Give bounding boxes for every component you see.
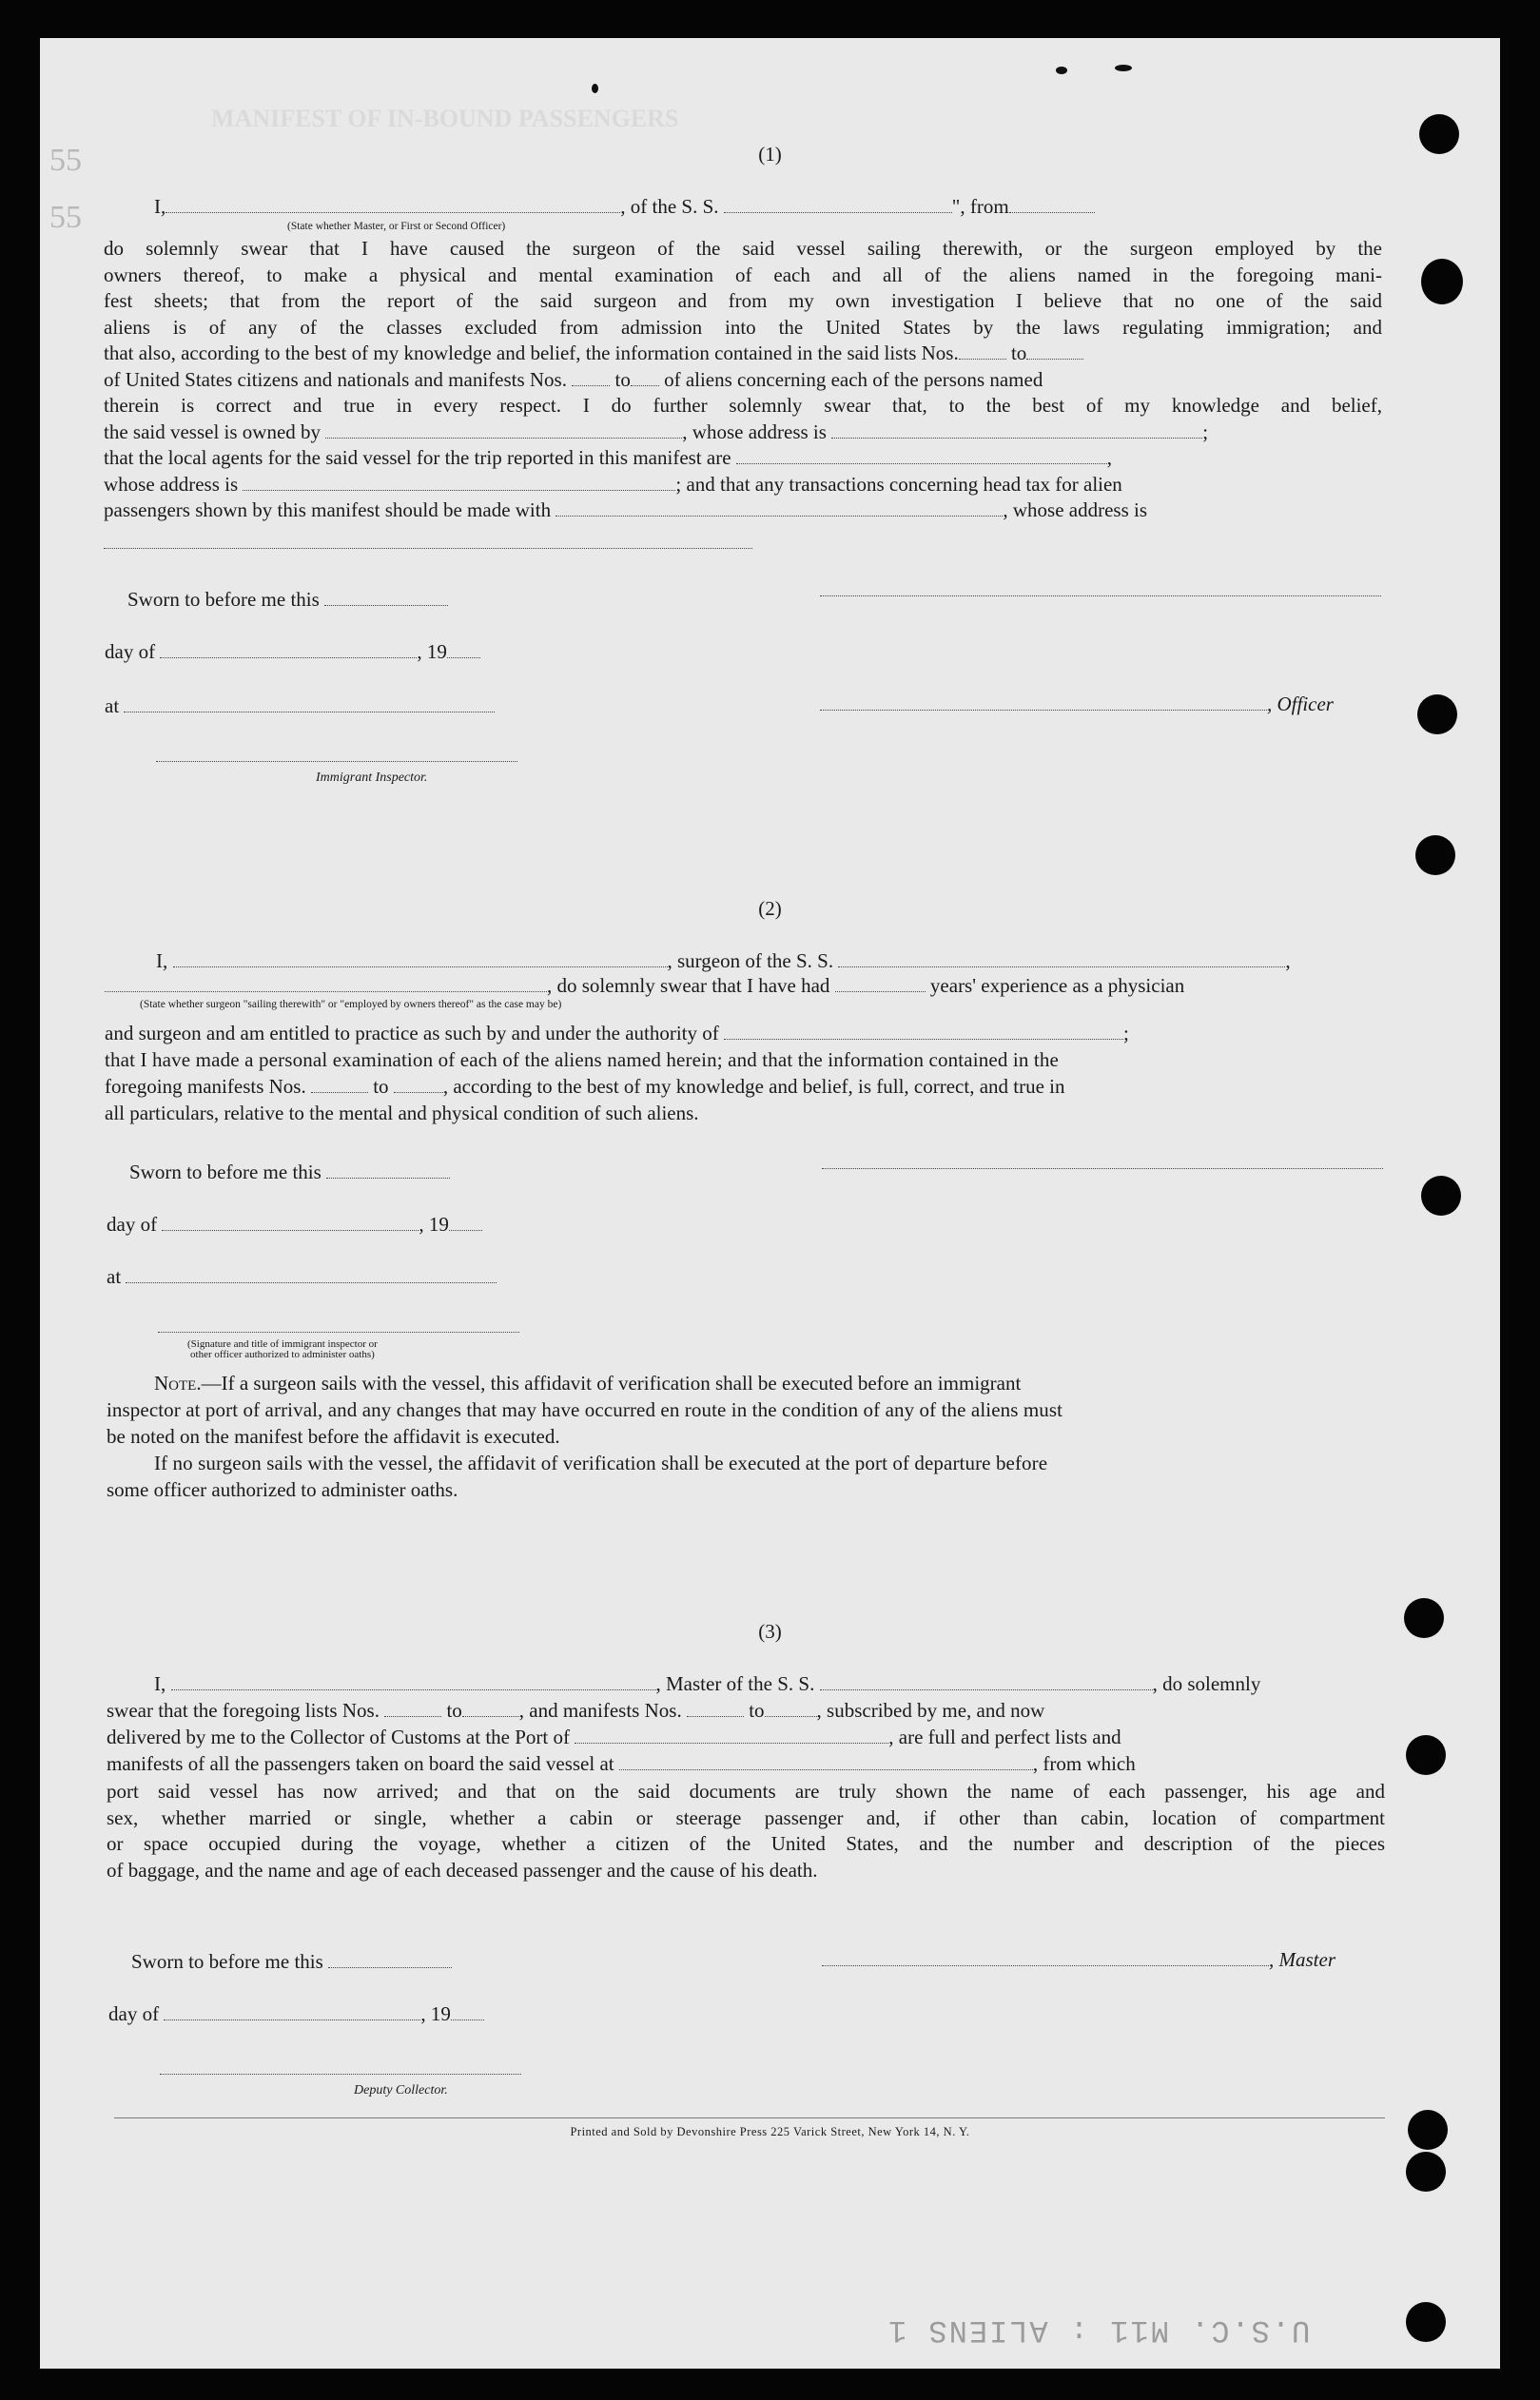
deputy-label: Deputy Collector. bbox=[354, 2083, 448, 2098]
bleed-through-text: MANIFEST OF IN-BOUND PASSENGERS bbox=[211, 105, 679, 132]
signature-line bbox=[822, 1168, 1383, 1169]
punch-hole bbox=[1406, 2152, 1446, 2192]
ink-spot bbox=[1056, 67, 1067, 74]
oath-line: I, , surgeon of the S. S. , bbox=[156, 949, 1291, 972]
at-line: at bbox=[105, 694, 495, 718]
section-number: (1) bbox=[758, 143, 782, 166]
officer-line: , Officer bbox=[820, 693, 1334, 716]
address-line bbox=[104, 548, 752, 549]
bleed-through-stamp: U.S.C. M11 : ALIENS 1 bbox=[886, 2312, 1310, 2348]
punch-hole bbox=[1406, 2302, 1446, 2342]
day-line: day of , 19 bbox=[107, 1213, 482, 1237]
oath-line: I, , Master of the S. S. , do solemnly bbox=[154, 1672, 1261, 1695]
collector-signature-line bbox=[160, 2074, 521, 2075]
section-number: (2) bbox=[758, 897, 782, 920]
note-line: inspector at port of arrival, and any changes that may have occurred en route in the condition of any of the aliens must bbox=[107, 1398, 1063, 1421]
punch-hole bbox=[1406, 1735, 1446, 1775]
oath-line-2: , do solemnly swear that I have had years' experience as a physician bbox=[105, 974, 1184, 998]
punch-hole bbox=[1417, 694, 1457, 734]
signature-line bbox=[820, 595, 1381, 596]
master-line: , Master bbox=[822, 1948, 1335, 1972]
authority-line: and surgeon and am entitled to practice as such by and under the authority of ; bbox=[105, 1022, 1129, 1044]
printer-footer: Printed and Sold by Devonshire Press 225 Varick Street, New York 14, N. Y. bbox=[570, 2125, 970, 2138]
at-line: at bbox=[107, 1265, 497, 1289]
margin-number: 55 bbox=[49, 143, 82, 178]
sworn-line: Sworn to before me this bbox=[127, 588, 448, 612]
note-line: some officer authorized to administer oaths. bbox=[107, 1478, 458, 1501]
lists-line: swear that the foregoing lists Nos. to , and manifests Nos. to , subscribed by me, and now bbox=[107, 1699, 1045, 1722]
ink-spot bbox=[1115, 65, 1132, 71]
note-line: Note.—If a surgeon sails with the vessel, this affidavit of verification shall be executed before an immigrant bbox=[154, 1372, 1022, 1395]
document-page bbox=[40, 38, 1500, 2369]
footer-rule bbox=[114, 2117, 1385, 2118]
section-number: (3) bbox=[758, 1620, 782, 1643]
margin-number: 55 bbox=[49, 200, 82, 235]
inspector-signature-line bbox=[156, 761, 517, 762]
signature-note: (Signature and title of immigrant inspector or other officer authorized to administer oaths) bbox=[187, 1338, 378, 1360]
day-line: day of , 19 bbox=[105, 640, 480, 664]
delivered-line: delivered by me to the Collector of Customs at the Port of , are full and perfect lists and bbox=[107, 1726, 1121, 1748]
manifests-line: manifests of all the passengers taken on board the said vessel at , from which bbox=[107, 1752, 1136, 1775]
inspector-label: Immigrant Inspector. bbox=[316, 771, 428, 785]
foregoing-line: foregoing manifests Nos. to , according to the best of my knowledge and belief, is full, correct, and true in bbox=[105, 1075, 1065, 1098]
inspector-signature-line bbox=[158, 1332, 519, 1333]
affidavit-paragraph: port said vessel has now arrived; and that on the said documents are truly shown the name of each passenger, his age and sex, whether married or single, whether a cabin or steerage passenger and, if other than cabin, location of compartment or space occupied during the voyage, whether a citizen of the United States, and the number and description of the pieces of baggage, and the name and age of each deceased passenger and the cause of his death. bbox=[107, 1780, 1385, 1882]
particulars-line: all particulars, relative to the mental and physical condition of such aliens. bbox=[105, 1102, 699, 1124]
day-line: day of , 19 bbox=[108, 2002, 484, 2026]
state-note: (State whether surgeon "sailing therewith" or "employed by owners thereof" as the case may be) bbox=[140, 999, 562, 1010]
sworn-line: Sworn to before me this bbox=[131, 1950, 452, 1974]
exam-line: that I have made a personal examination of each of the aliens named herein; and that the information contained in the bbox=[105, 1048, 1060, 1071]
oath-line: I, , of the S. S. ", from bbox=[154, 195, 1095, 219]
note-line: be noted on the manifest before the affidavit is executed. bbox=[107, 1425, 560, 1448]
ink-spot bbox=[592, 84, 598, 93]
punch-hole bbox=[1421, 1176, 1461, 1216]
sworn-line: Sworn to before me this bbox=[129, 1161, 450, 1184]
state-note: (State whether Master, or First or Second Officer) bbox=[287, 221, 506, 232]
affidavit-paragraph: do solemnly swear that I have caused the surgeon of the said vessel sailing therewith, or the surgeon employed by the owners thereof, to make a physical and mental examination of each and all of the aliens named in the foregoing mani- fest sheets; that from the report of the said surgeon and from my own investigation I believe that no one of the said aliens is of any of the classes excluded from admission into the United States by the laws regulating immigration; and that also, according to the best of my knowledge and belief, the information contained in the said lists Nos. to of United States citizens and nationals and manifests Nos. to of aliens concerning each of the persons named therein is correct and true in every respect. I do further solemnly swear that, to the best of my knowledge and belief, the said vessel is owned by , whose address is ; that the local agents for the said vessel for the trip reported in this manifest are , whose address is ; and that any transactions concerning head tax for alien passengers shown by this manifest should be made with , whose address is bbox=[104, 237, 1382, 521]
punch-hole bbox=[1415, 835, 1455, 875]
note-line: If no surgeon sails with the vessel, the affidavit of verification shall be executed at the port of departure before bbox=[154, 1452, 1048, 1474]
punch-hole bbox=[1421, 259, 1463, 304]
